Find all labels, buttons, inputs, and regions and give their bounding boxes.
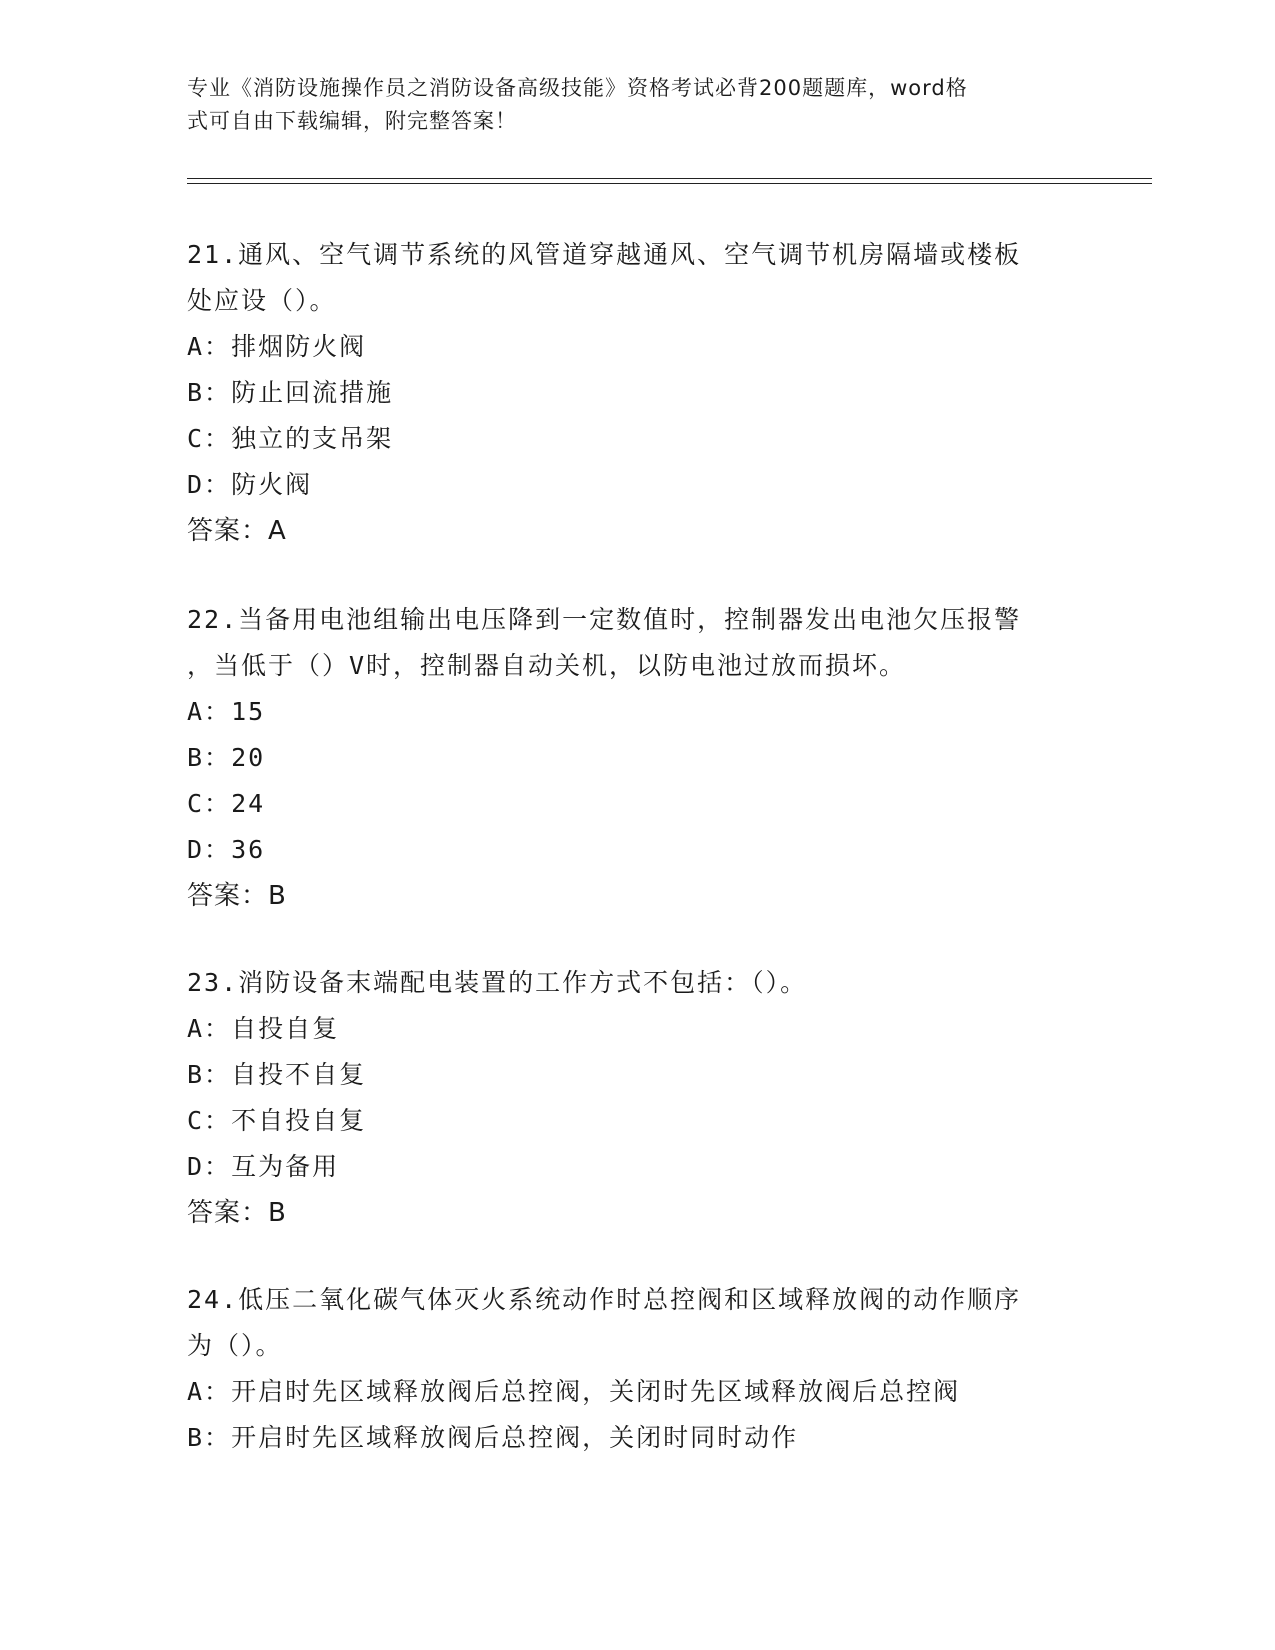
option-key: B： <box>187 1423 232 1452</box>
question-stem-line-1: 21.通风、空气调节系统的风管道穿越通风、空气调节机房隔墙或楼板 <box>187 240 1022 269</box>
option-text: 24 <box>231 789 266 818</box>
option-b <box>187 735 1087 781</box>
option-key: C： <box>187 789 232 818</box>
question-stem-line-2: 处应设（）。 <box>187 286 337 315</box>
option-b <box>187 1415 1087 1461</box>
option-text: 排烟防火阀 <box>231 332 367 361</box>
option-c <box>187 781 1087 827</box>
question-22 <box>187 597 1087 919</box>
option-text: 防火阀 <box>231 470 313 499</box>
option-text: 自投自复 <box>231 1014 340 1043</box>
option-text: 20 <box>231 743 266 772</box>
question-stem-line-2: ，当低于（）V时，控制器自动关机，以防电池过放而损坏。 <box>187 651 907 680</box>
question-23 <box>187 960 1087 1236</box>
option-c <box>187 1098 1087 1144</box>
header-divider-bottom <box>187 183 1152 184</box>
question-21 <box>187 232 1087 554</box>
question-stem-line-1: 23.消防设备末端配电装置的工作方式不包括：（）。 <box>187 968 808 997</box>
header-line-2: 式可自由下载编辑，附完整答案！ <box>187 109 517 133</box>
option-a <box>187 1369 1087 1415</box>
option-d <box>187 462 1087 508</box>
option-c <box>187 416 1087 462</box>
option-b <box>187 1052 1087 1098</box>
option-key: B： <box>187 1060 232 1089</box>
option-a <box>187 689 1087 735</box>
option-key: A： <box>187 1014 232 1043</box>
header-divider-top <box>187 178 1152 179</box>
question-stem-line-1: 22.当备用电池组输出电压降到一定数值时，控制器发出电池欠压报警 <box>187 605 1022 634</box>
answer-label: 答案：A <box>187 516 287 546</box>
option-key: B： <box>187 743 232 772</box>
option-text: 独立的支吊架 <box>231 424 394 453</box>
question-24 <box>187 1277 1087 1461</box>
option-d <box>187 827 1087 873</box>
answer-label: 答案：B <box>187 881 287 911</box>
option-key: B： <box>187 378 232 407</box>
question-stem-line-1: 24.低压二氧化碳气体灭火系统动作时总控阀和区域释放阀的动作顺序 <box>187 1285 1022 1314</box>
option-b <box>187 370 1087 416</box>
option-text: 开启时先区域释放阀后总控阀，关闭时先区域释放阀后总控阀 <box>231 1377 961 1406</box>
option-text: 互为备用 <box>231 1152 340 1181</box>
header-line-1: 专业《消防设施操作员之消防设备高级技能》资格考试必背200题题库，word格 <box>187 76 968 100</box>
option-key: A： <box>187 1377 232 1406</box>
option-key: C： <box>187 424 232 453</box>
question-stem-line-2: 为（）。 <box>187 1331 283 1360</box>
option-a <box>187 1006 1087 1052</box>
option-key: D： <box>187 1152 232 1181</box>
option-text: 15 <box>231 697 266 726</box>
option-d <box>187 1144 1087 1190</box>
answer-label: 答案：B <box>187 1198 287 1228</box>
option-a <box>187 324 1087 370</box>
option-text: 开启时先区域释放阀后总控阀，关闭时同时动作 <box>231 1423 799 1452</box>
option-key: A： <box>187 332 232 361</box>
document-header <box>187 72 1067 138</box>
option-key: A： <box>187 697 232 726</box>
option-key: D： <box>187 835 232 864</box>
option-text: 防止回流措施 <box>231 378 394 407</box>
option-text: 36 <box>231 835 266 864</box>
option-text: 不自投自复 <box>231 1106 367 1135</box>
option-key: D： <box>187 470 232 499</box>
option-text: 自投不自复 <box>231 1060 367 1089</box>
option-key: C： <box>187 1106 232 1135</box>
